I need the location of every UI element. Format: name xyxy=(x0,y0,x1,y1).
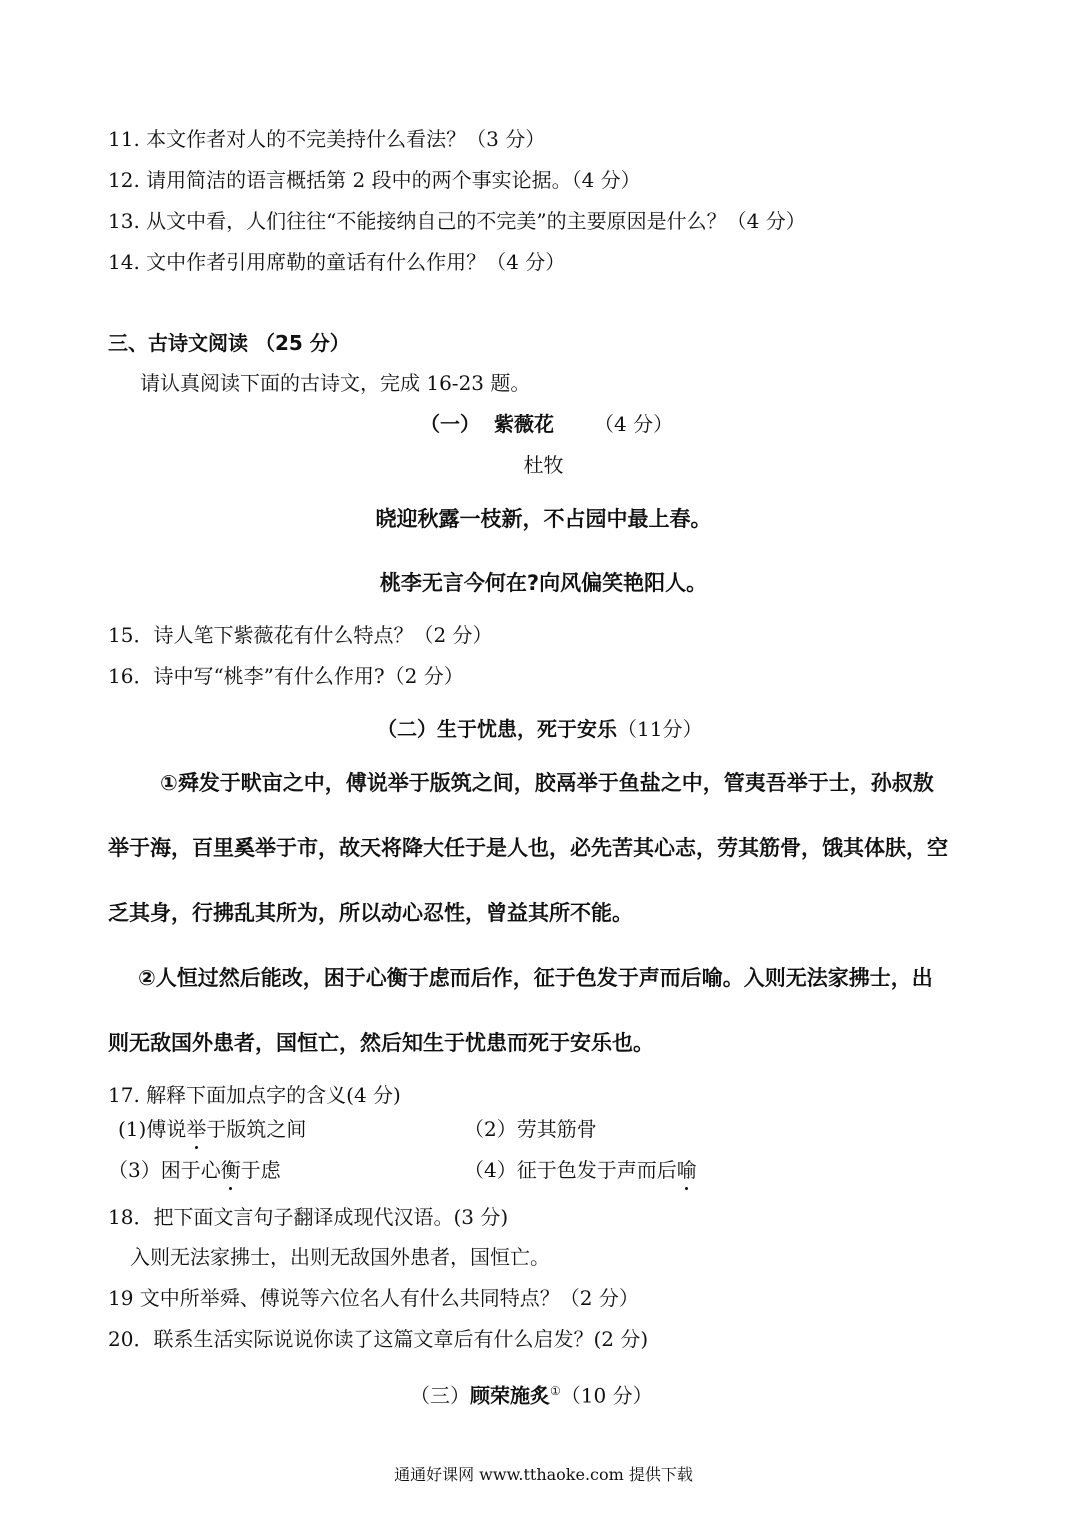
question-17: 17. 解释下面加点字的含义(4 分) xyxy=(108,1083,401,1107)
question-11: 11. 本文作者对人的不完美持什么看法？（3 分） xyxy=(108,127,546,151)
passage-3-title-score: （10 分） xyxy=(560,1383,653,1408)
passage-3-title-prefix: （三） xyxy=(410,1383,470,1408)
passage-2-para-1-line-3: 乏其身，行拂乱其所为，所以动心忍性，曾益其所不能。 xyxy=(108,901,633,925)
passage-3-title xyxy=(410,1378,653,1409)
poem-1-author: 杜牧 xyxy=(523,453,564,477)
passage-2-para-2-line-1: ②人恒过然后能改，困于心衡于虑而后作，征于色发于声而后喻。入则无法家拂士，出 xyxy=(138,966,933,990)
poem-1-title-name: 紫薇花 xyxy=(494,412,554,436)
question-15: 15．诗人笔下紫薇花有什么特点？（2 分） xyxy=(108,623,493,647)
item-1-prefix: (1)傅说 xyxy=(118,1117,187,1141)
question-12: 12. 请用简洁的语言概括第 2 段中的两个事实论据。（4 分） xyxy=(108,168,641,192)
question-18: 18．把下面文言句子翻译成现代汉语。(3 分) xyxy=(108,1205,509,1229)
item-4-prefix: （4）征于色发于声而后 xyxy=(464,1158,677,1182)
question-17-item-3 xyxy=(108,1157,281,1183)
section-3-title: 三、古诗文阅读 （25 分） xyxy=(108,331,350,355)
item-3-dotted-char: 衡 xyxy=(220,1158,241,1182)
passage-2-title-text: （二）生于忧患，死于安乐 xyxy=(377,717,617,741)
question-19: 19 文中所举舜、傅说等六位名人有什么共同特点？（2 分） xyxy=(108,1286,639,1310)
question-18-sentence: 入则无法家拂士，出则无敌国外患者，国恒亡。 xyxy=(130,1245,550,1269)
item-3-prefix: （3）困于心 xyxy=(108,1158,221,1182)
passage-2-title-score: （11分） xyxy=(617,717,703,741)
poem-1-title-score: （4 分） xyxy=(594,412,674,436)
passage-2-para-1-line-2: 举于海，百里奚举于市，故天将降大任于是人也，必先苦其心志，劳其筋骨，饿其体肤，空 xyxy=(108,836,948,860)
passage-3-title-name: 顾荣施炙 xyxy=(470,1383,550,1408)
page-footer: 通通好课网 www.tthaoke.com 提供下载 xyxy=(394,1465,693,1484)
poem-1-title-prefix: （一） xyxy=(420,412,480,436)
item-1-suffix: 于版筑之间 xyxy=(206,1117,307,1141)
passage-3-footnote-mark: ① xyxy=(550,1384,561,1398)
question-17-item-2: （2）劳其筋骨 xyxy=(464,1117,597,1141)
poem-1-line-2: 桃李无言今何在?向风偏笑艳阳人。 xyxy=(379,571,708,595)
question-14: 14. 文中作者引用席勒的童话有什么作用？（4 分） xyxy=(108,250,566,274)
item-4-dotted-char: 喻 xyxy=(676,1158,697,1182)
question-13: 13. 从文中看，人们往往“不能接纳自己的不完美”的主要原因是什么？（4 分） xyxy=(108,209,806,233)
passage-2-para-2-line-2: 则无敌国外患者，国恒亡，然后知生于忧患而死于安乐也。 xyxy=(108,1031,654,1055)
item-3-suffix: 于虑 xyxy=(240,1158,281,1182)
question-17-item-1 xyxy=(118,1116,306,1142)
question-17-item-4 xyxy=(464,1157,697,1183)
question-16: 16．诗中写“桃李”有什么作用?（2 分） xyxy=(108,664,464,688)
poem-1-title xyxy=(420,411,673,437)
passage-2-para-1-line-1: ①舜发于畎亩之中，傅说举于版筑之间，胶鬲举于鱼盐之中，管夷吾举于士，孙叔敖 xyxy=(160,771,934,795)
question-20: 20．联系生活实际说说你读了这篇文章后有什么启发？(2 分) xyxy=(108,1327,649,1351)
passage-2-title xyxy=(377,716,702,742)
item-1-dotted-char: 举 xyxy=(186,1117,207,1141)
section-3-instruction: 请认真阅读下面的古诗文，完成 16-23 题。 xyxy=(140,371,531,395)
poem-1-line-1: 晓迎秋露一枝新，不占园中最上春。 xyxy=(375,507,712,531)
